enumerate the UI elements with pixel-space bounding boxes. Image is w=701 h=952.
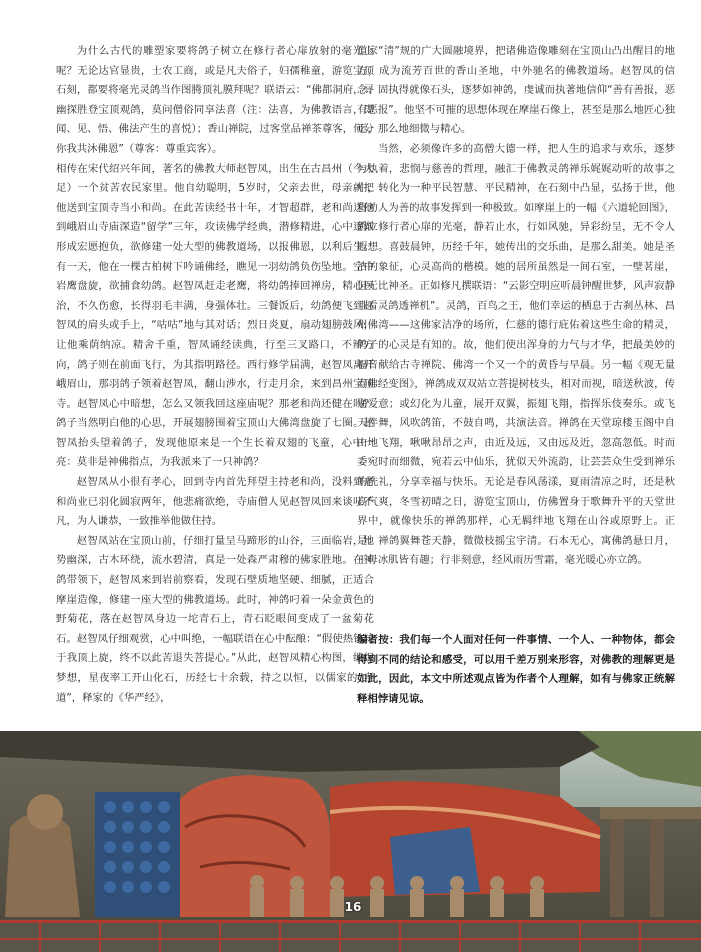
reclining-buddha-photo (0, 717, 701, 952)
right-text-column (357, 42, 675, 571)
paragraph: 相传在宋代绍兴年间，著名的佛教大师赵智凤，出生在古昌州（今大足）一个贫苦农民家里。他自幼聪明，5岁时，父亲去世，母亲就把他送到宝顶寺当小和尚。在此苦读经书十年，才智超群，老和尚送他到峨眉山寺庙深造“留学”三年，攻读佛学经典，潜修精进，心中逐渐形成宏愿抱负，欲修建一处大型的佛教道场，以报佛恩，以利后生。有一天，他在一棵古柏树下吟诵佛经，瞧见一羽幼鸽负伤坠地。空中岩鹰盘旋，欲捕食幼鸽。赵智凤赶走老鹰，将幼鸽捧回禅房，精心医治，不久伤愈，长得羽毛丰满，身强体壮。三餐饭后，幼鸽便飞到赵智凤的肩头或手上，“咕咕”地与其对话；烈日炎夏，扇动翅膀鼓风，让他乘荫纳凉。精舍千重，智凤诵经读典，行至三叉路口，不辨方向，鸽子则在前面飞行，为其指明路径。西行修学届满，赵智凤离开峨眉山，那羽鸽子领着赵智凤，翻山涉水，行走月余，来到昌州宝顶寺。赵智凤心中暗想，怎么又领我回这座庙呢？那老和尚还健在吗？鸽子当然明白他的心思，开展翅膀围着宝顶山大佛湾盘旋了七圈。赵智凤抬头望着鸽子，发现他原来是一个生长着双翅的飞童，心中一亮：莫非是神佛指点，为我派来了一只神鸽？ (56, 162, 374, 469)
paragraph: 赵智凤站在宝顶山前，仔细打量呈马蹄形的山谷，三面临岩，地势幽深，古木环绕，流水碧清，真是一处森严肃穆的佛家胜地。在神鸽带领下，赵智凤来到岩前察看，发现石壁质地坚硬、细腻，正适合摩崖造像，修建一座大型的佛教道场。此时，神鸽叼着一朵金黄色的野菊花，落在赵智凤身边一坨青石上，青石眨眼间变成了一盆菊花石。赵智凤仔细观赏，心中叫绝，一幅联语在心中酝酿：“假使热铁轮于我顶上旋，终不以此苦退失菩提心。”从此，赵智凤精心构图，编织梦想，星夜率工开山化石，历经七十余载，持之以恒，以儒家的“孝道”，释家的《华严经》， (56, 534, 374, 704)
paragraph: 道家“清”规的广大圆融境界，把诸佛造像雕刻在宝顶山凸出醒目的地方，成为流芳百世的香山圣地，中外驰名的佛教道场。赵智凤的信念：固执得就像石头，逐梦如神鸽，虔诚而执著地信仰“善有善报，恶有恶报”。他坚不可摧的思想体现在摩崖石像上，甚至是那么地匠心独运，那么地细微与精心。 (357, 45, 675, 136)
editor-note: 编者按：我们每一个人面对任何一件事情、一个人、一种物体，都会得到不同的结论和感受，可以用千差万别来形容，对佛教的理解更是如此，因此，本文中所述观点皆为作者个人理解，如有与佛家正统解释相悖请见谅。 (357, 634, 675, 705)
page-number: 16 (344, 900, 362, 914)
paragraph: 当然，必须像许多的高僧大德一样，把人生的追求与欢乐，逐梦与执着，悲悯与慈善的哲理，融汇于佛教灵鸽禅乐娓娓动听的故事之中，转化为一种平民智慧、平民精神，在石刻中凸显，弘扬于世，他将劝人为善的故事发挥到一种极致。如摩崖上的一幅《六道轮回图》，鸽立修行者心扉的光毫，静若止水，行如风驰，异彩纷呈，无不令人遐想。喜鼓晨钟，历经千年，她传出的交乐曲，是那么甜美。她是圣洁的象征，心灵高尚的楷模。她的居所虽然是一间石室，一壁茗崖，但无比神圣。正如修凡撰联语：“云影空明应听晨钟醒世梦，风声寂静且看灵鸽透禅机”。灵鸽，百鸟之王，他们幸运的栖息于古刹丛林、昌州佛湾——这佛家洁净的场所，仁慈的德行庇佑着这些生命的精灵，鸽子的心灵是有知的。故，他们使出浑身的力气与才华，把最美妙的福音献给古寺禅院、佛湾一个又一个的黄昏与早晨。另一幅《观无量寿佛经变图》，禅鸽成双双站立菩提树枝头，相对而视，暗送秋波，传递爱意；或幻化为儿童，展开双翼，振翅飞翔，指挥乐伎奏乐。或飞天伴舞，风吹鸽笛，不鼓自鸣，共演法音。禅鸽在天堂琼楼玉阁中自由地飞翔，啾啾昂昂之声，由近及远，又由远及近，忽高忽低。时而委宛时而细微，宛若云中仙乐，犹似天外流韵，让芸芸众生受到禅乐的洗礼，分享幸福与快乐。无论是春风荡漾，夏雨清凉之时，还是秋高气爽，冬雪初晴之日，游览宝顶山，仿佛置身于歌舞升平的天堂世界中，就像快乐的禅鸽那样，心无羁绊地飞翔在山谷或原野上。正是：禅鸽翼舞苍天静，微微枝摇宝宇清。石本无心，寓佛鸽悬日月，王母冰肌皆有趣；行非刻意，经风雨历雪霜，毫光暖心亦立鸽。 (357, 142, 675, 567)
paragraph: 赵智凤从小很有孝心，回到寺内首先拜望主持老和尚，没料到老和尚业已羽化圆寂两年，他悲痛欲绝，寺庙僧人见赵智凤回来谈吐不凡，为人谦恭，一致推举他做住持。 (56, 476, 374, 528)
paragraph: 为什么古代的雕塑家要将鸽子树立在修行者心扉放射的毫光上呢？无论达官显贵，士农工商，或是凡夫俗子，妇孺稚童，游览宝顶石刻，都要将毫光灵鸽当作图腾顶礼膜拜呢？联语云：“佛都洞府，寻幽探胜登宝顶观鸽，莫问僧俗同享法喜（注：法喜，为佛教语言，即闻、见、悟、佛法产生的喜悦）；香山禅院，过客堂品禅茶尊客，何分你我共沐佛恩”（尊客：尊重宾客）。 (56, 45, 374, 155)
left-text-column (56, 42, 374, 708)
